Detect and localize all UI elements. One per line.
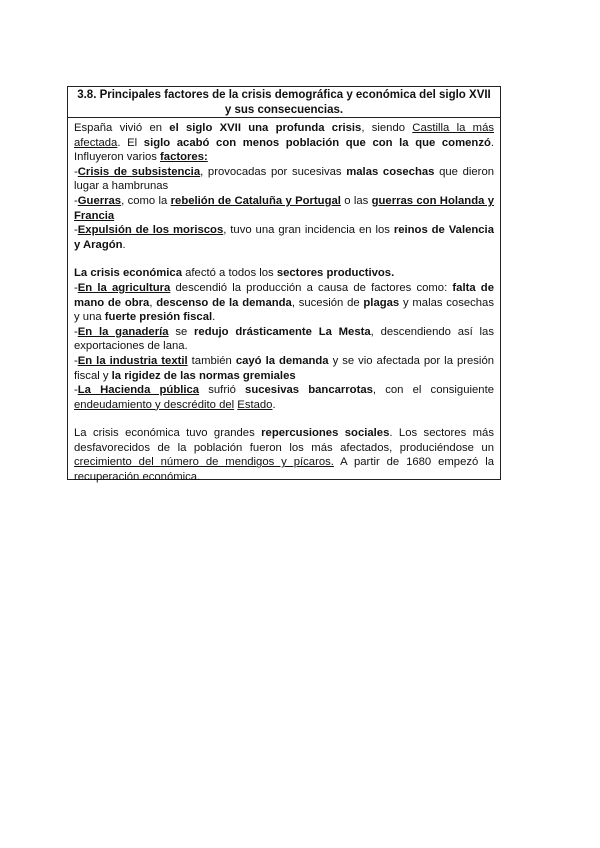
text-segment: que dieron lugar a hambrunas [74,165,495,193]
text-segment: . El [117,136,144,149]
text-segment: , como la [121,194,171,207]
text-segment: rebelión de Cataluña y Portugal [170,194,341,207]
text-segment: La crisis económica tuvo grandes [74,427,262,440]
text-segment: . [212,311,216,324]
text-segment: A partir de 1680 empezó la recuperación económica. [74,456,494,484]
text-segment: - [74,384,78,397]
factor-moriscos [74,223,494,252]
text-segment: . [122,238,126,251]
text-segment: - [74,165,78,178]
economic-textile [74,354,494,383]
text-segment: sufrió [199,384,246,397]
intro-paragraph [74,121,494,165]
text-segment: Castilla la más afectada [74,122,495,149]
text-segment: . [272,398,276,411]
text-segment: - [74,281,78,294]
text-segment: En la ganadería [77,325,169,338]
text-segment: - [74,354,78,367]
economic-intro [74,266,494,281]
text-segment: crecimiento del número de mendigos y pícaros. [74,456,334,469]
economic-treasury [74,383,494,412]
text-segment: guerras con Holanda y Francia [74,194,494,222]
text-segment: Estado [237,398,273,411]
text-segment: descenso de la demanda [156,296,292,309]
text-segment: En la agricultura [77,281,171,294]
social-consequences [74,426,494,484]
text-segment: la rigidez de las normas gremiales [111,369,296,382]
text-segment: o las [340,194,372,207]
text-segment: falta de mano de obra [74,281,494,309]
text-segment: España vivió en [74,122,170,134]
text-segment: , [149,296,157,309]
text-segment: La Hacienda pública [77,384,200,397]
text-segment: . Influyeron varios [74,136,495,164]
text-segment: afectó a todos los [182,267,277,280]
text-segment: siglo acabó con menos población que con la que comenzó [143,136,491,149]
text-segment: En la industria textil [77,354,188,367]
text-segment: , sucesión de [291,296,364,309]
text-segment: - [74,325,78,338]
text-segment: , tuvo una gran incidencia en los [223,224,394,237]
document-box [67,86,501,484]
factor-subsistence [74,165,494,194]
text-segment: malas cosechas [346,165,435,178]
text-segment: y se vio afectada por la presión fiscal y [74,354,495,382]
text-segment: Crisis de subsistencia [77,165,201,178]
economic-agriculture [74,281,494,325]
text-segment: , provocadas por sucesivas [200,165,347,178]
text-segment: . Los sectores más desfavorecidos de la población fueron los más afectados, produciéndose un [74,427,494,454]
text-segment: redujo drásticamente La Mesta [194,325,371,338]
text-segment: se [168,325,195,338]
text-segment: , siendo [361,122,413,134]
text-segment: el siglo XVII una profunda crisis [169,122,362,134]
text-segment: plagas [363,296,400,309]
text-segment: Guerras [77,194,122,207]
text-segment: también [187,354,236,367]
text-segment: , con el consiguiente [372,384,494,397]
text-segment: , descendiendo así las exportaciones de lana. [74,325,494,353]
text-segment: sucesivas bancarrotas [245,384,373,397]
text-segment: endeudamiento y descrédito del [74,398,235,411]
text-segment: fuerte presión fiscal [104,311,213,324]
text-segment: factores: [160,151,208,164]
economic-livestock [74,325,494,354]
text-segment: La crisis económica [74,267,182,280]
text-segment: - [74,224,78,237]
text-segment: y malas cosechas y una [74,296,494,324]
text-segment: Expulsión de los moriscos [77,224,224,237]
text-segment: sectores productivos. [276,267,395,280]
text-segment: cayó la demanda [235,354,329,367]
text-segment: - [74,194,78,207]
section-title: 3.8. Principales factores de la crisis demográfica y económica del siglo XVII y sus consecuencias. [68,87,500,118]
factor-wars [74,194,494,223]
document-body [68,118,500,485]
text-segment: descendió la producción a causa de factores como: [170,281,453,294]
text-segment: repercusiones sociales [261,427,390,440]
text-segment: reinos de Valencia y Aragón [74,224,494,251]
